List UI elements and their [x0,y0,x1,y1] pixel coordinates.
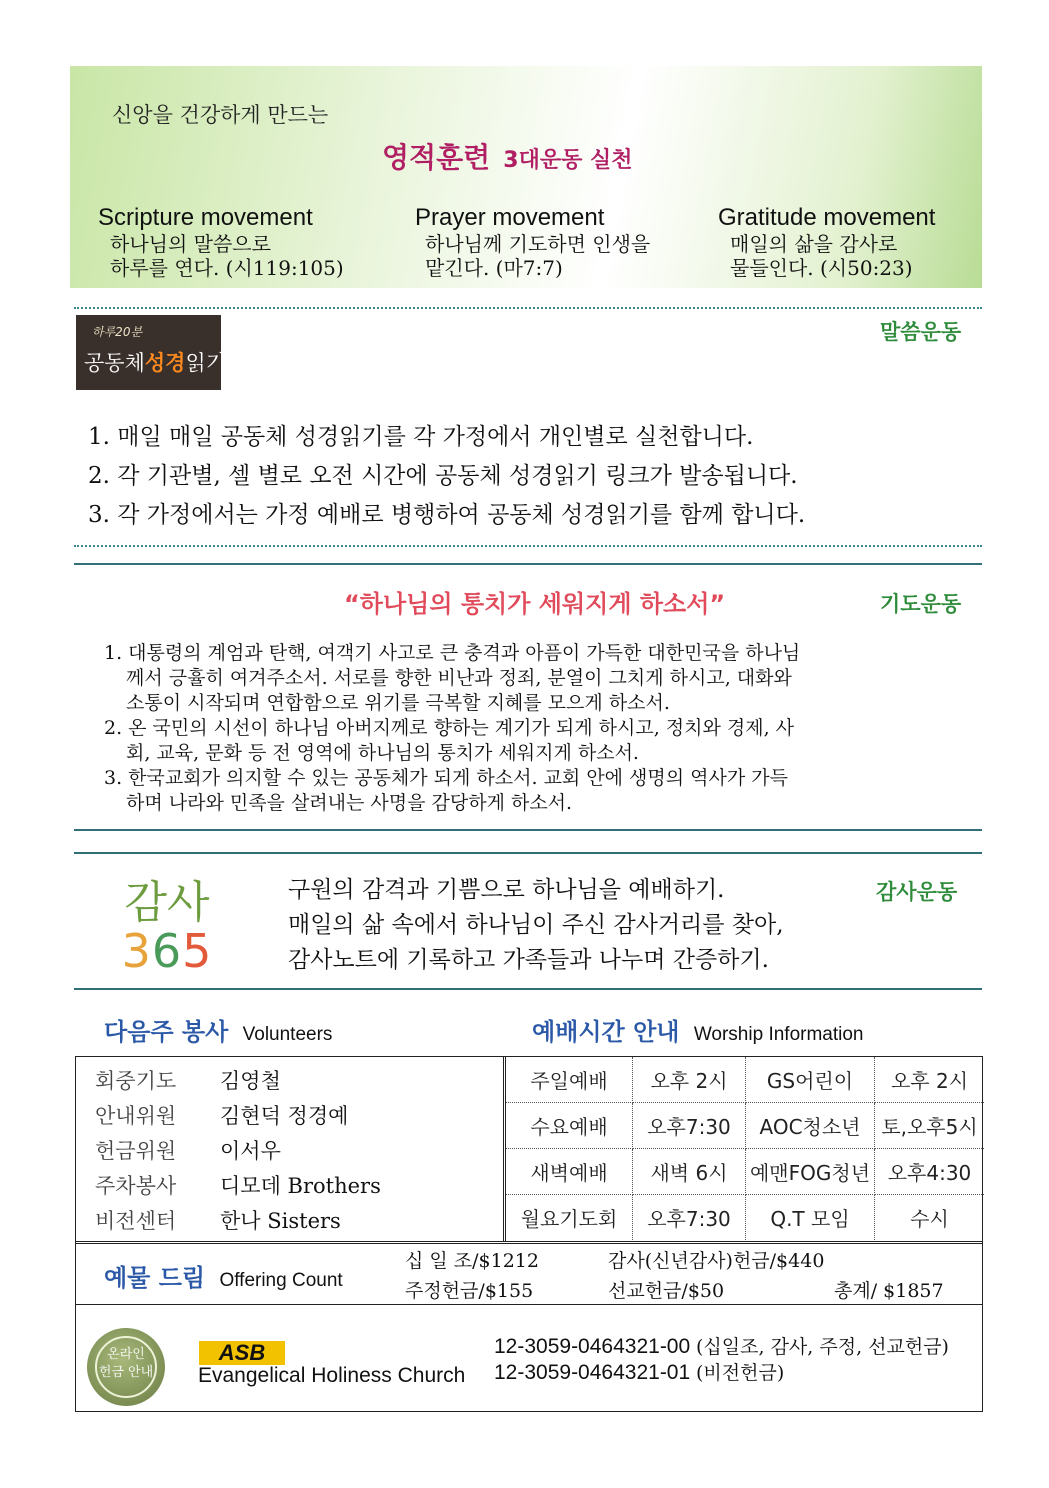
volunteer-name: 디모데 Brothers [220,1174,381,1198]
volunteers-list [95,1064,381,1239]
gratitude-line: 구원의 감격과 기쁨으로 하나님을 예배하기. [288,877,725,903]
movement-heading: Gratitude movement [718,204,936,231]
bible-reading-logo [76,315,227,390]
list-item: 3. 각 가정에서는 가정 예배로 병행하여 공동체 성경읽기를 함께 합니다. [88,502,806,528]
volunteer-row [95,1169,381,1204]
movement-line: 하루를 연다. (시119:105) [110,256,344,280]
volunteer-role: 안내위원 [95,1104,177,1128]
section-tag-prayer: 기도운동 [880,592,962,616]
scripture-list [88,418,805,535]
table-cell: 오후4:30 [875,1149,985,1195]
table-cell: 토,오후5시 [875,1103,985,1149]
worship-title-en: Worship Information [693,1024,864,1045]
prayer-title: “하나님의 통치가 세워지게 하소서” [344,590,726,618]
volunteer-name: 김현덕 정경예 [220,1104,349,1128]
movement-heading: Scripture movement [98,204,313,231]
prayer-line: 하며 나라와 민족을 살려내는 사명을 감당하게 하소서. [126,792,573,814]
section-divider [74,852,982,854]
list-item: 1. 매일 매일 공동체 성경읽기를 각 가정에서 개인별로 실천합니다. [88,424,754,450]
offering-mission: 선교헌금/$50 [608,1280,725,1302]
badge-line: 헌금 안내 [98,1365,154,1380]
worship-title: 예배시간 안내 [532,1018,680,1046]
table-cell: 주일예배 [506,1057,633,1103]
table-cell: 새벽 6시 [633,1149,746,1195]
logo-small-text: 하루20분 [92,325,143,339]
table-cell: 오후 2시 [633,1057,746,1103]
banner-tagline: 신앙을 건강하게 만드는 [112,103,329,127]
table-cell: 예맨FOG청년 [746,1149,875,1195]
offering-divider [75,1241,982,1244]
section-divider [74,563,982,565]
volunteers-heading [104,1012,332,1047]
volunteer-role: 헌금위원 [95,1139,177,1163]
movement-line: 하나님께 기도하면 인생을 [425,232,651,256]
table-cell: Q.T 모임 [746,1195,875,1241]
account-line-2 [494,1358,784,1385]
section-divider [74,307,982,309]
table-cell: 오후 2시 [875,1057,985,1103]
volunteer-role: 주차봉사 [95,1174,177,1198]
volunteer-name: 김영철 [220,1069,281,1093]
gratitude-logo-word: 감사 [124,877,210,928]
table-cell: 수시 [910,1207,949,1231]
offering-title: 예물 드림 [104,1264,206,1292]
prayer-line: 회, 교육, 문화 등 전 영역에 하나님의 통치가 세워지게 하소서. [126,742,639,764]
volunteer-row [95,1204,381,1239]
volunteer-row [95,1134,381,1169]
section-divider [74,829,982,831]
prayer-line: 2. 온 국민의 시선이 하나님 아버지께로 향하는 계기가 되게 하시고, 정치와 경제, 사 [104,717,795,739]
logo-text-c: 읽기 [185,351,227,375]
offering-total: 총계/ $1857 [834,1280,944,1302]
section-tag-gratitude: 감사운동 [876,880,958,904]
bank-logo [199,1341,285,1365]
movement-line: 매일의 삶을 감사로 [730,232,898,256]
offering-tithe: 십 일 조/$1212 [405,1250,539,1272]
account-line-1 [494,1332,949,1359]
gratitude-logo [112,866,222,978]
account-note: (십일조, 감사, 주정, 선교헌금) [696,1336,949,1358]
worship-heading [532,1012,864,1047]
account-number: 12-3059-0464321-00 [494,1335,691,1358]
table-cell: 새벽예배 [506,1149,633,1195]
volunteer-row [95,1099,381,1134]
movement-heading: Prayer movement [415,204,605,231]
table-row [506,1057,984,1103]
offering-weekly: 주정헌금/$155 [405,1280,534,1302]
prayer-line: 3. 한국교회가 의지할 수 있는 공동체가 되게 하소서. 교회 안에 생명의 역사가 가득 [104,767,788,789]
offering-bottom-divider [75,1304,982,1305]
table-cell: 월요기도회 [506,1195,633,1241]
offering-title-en: Offering Count [219,1270,343,1291]
banner-title-main: 영적훈련 [382,141,491,174]
gratitude-line: 매일의 삶 속에서 하나님이 주신 감사거리를 찾아, [288,912,784,938]
movement-scripture [98,204,408,280]
volunteer-name: 이서우 [220,1139,281,1163]
movement-line: 물들인다. (시50:23) [730,256,913,280]
online-giving-badge [87,1328,165,1406]
movement-gratitude [718,204,978,280]
table-row [506,1195,984,1241]
table-cell: GS어린이 [746,1057,875,1103]
badge-line: 온라인 [107,1347,145,1362]
volunteers-title: 다음주 봉사 [104,1018,229,1046]
logo-text-a: 공동체 [84,351,145,375]
prayer-list [104,641,974,816]
section-divider [74,988,982,990]
volunteer-row [95,1064,381,1099]
prayer-line: 1. 대통령의 계엄과 탄핵, 여객기 사고로 큰 충격과 아픔이 가득한 대한민국을 하나님 [104,642,801,664]
gratitude-logo-digit: 6 [151,924,183,978]
logo-text-b: 성경 [144,351,186,375]
account-note: (비전헌금) [696,1362,785,1384]
table-cell: AOC청소년 [746,1103,875,1149]
volunteer-role: 회중기도 [95,1069,177,1093]
gratitude-logo-digit: 3 [121,924,152,978]
movement-line: 하나님의 말씀으로 [110,232,271,256]
offering-thanks: 감사(신년감사)헌금/$440 [608,1250,825,1272]
movement-line: 맡긴다. (마7:7) [425,256,563,280]
list-item: 2. 각 기관별, 셀 별로 오전 시간에 공동체 성경읽기 링크가 발송됩니다. [88,463,798,489]
volunteers-title-en: Volunteers [242,1024,333,1045]
prayer-line: 께서 긍휼히 여겨주소서. 서로를 향한 비난과 정죄, 분열이 그치게 하시고, 대화와 [126,667,792,689]
volunteer-role: 비전센터 [95,1209,177,1233]
table-cell: 오후7:30 [633,1103,746,1149]
volunteer-name: 한나 Sisters [220,1209,341,1233]
prayer-line: 소통이 시작되며 연합함으로 위기를 극복할 지혜를 모으게 하소서. [126,692,670,714]
banner-title-sub: 3대운동 실천 [503,148,633,173]
banner-title [382,136,633,176]
section-tag-scripture: 말씀운동 [880,320,962,344]
offering-heading [104,1258,343,1293]
worship-table-wrap [503,1057,984,1241]
gratitude-list [288,873,784,978]
account-number: 12-3059-0464321-01 [494,1361,691,1384]
gratitude-logo-digit: 5 [182,924,213,978]
bank-logo-text: ASB [218,1340,266,1365]
table-row [506,1149,984,1195]
table-row [506,1103,984,1149]
table-cell: 수요예배 [506,1103,633,1149]
gratitude-line: 감사노트에 기록하고 가족들과 나누며 간증하기. [288,947,769,973]
worship-table [506,1057,984,1240]
table-cell: 오후7:30 [633,1195,746,1241]
movement-prayer [415,204,715,280]
church-name: Evangelical Holiness Church [198,1364,466,1387]
section-divider [74,545,982,547]
